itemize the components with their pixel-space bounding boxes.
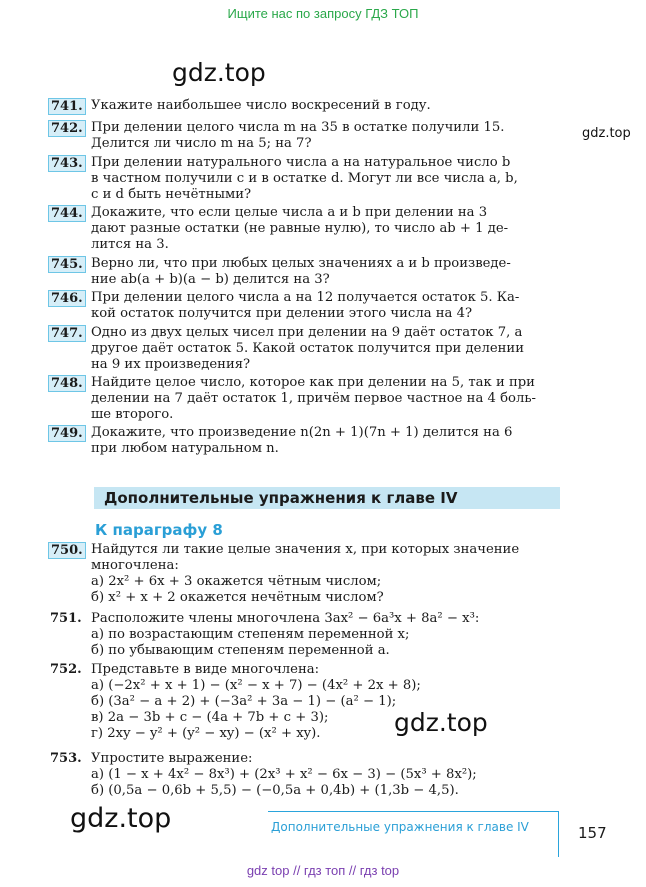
problem-number: 744. bbox=[48, 205, 86, 222]
footer-rule bbox=[268, 811, 558, 812]
problem-item: а) 2x² + 6x + 3 окажется чётным числом; bbox=[91, 574, 382, 589]
problem-number: 751. bbox=[50, 611, 82, 626]
problem-item: а) (1 − x + 4x² − 8x³) + (2x³ + x² − 6x − 3) − (5x³ + 8x²); bbox=[91, 767, 477, 782]
problem-number: 745. bbox=[48, 256, 86, 273]
problem-text: При делении целого числа m на 35 в остатке получили 15. bbox=[91, 120, 505, 135]
problem-746 bbox=[48, 290, 560, 322]
problem-text: Укажите наибольшее число воскресений в году. bbox=[91, 98, 431, 113]
problem-text: в частном получили c и в остатке d. Могут ли все числа a, b, bbox=[91, 171, 518, 186]
problem-number: 753. bbox=[50, 751, 82, 766]
problem-748 bbox=[48, 375, 560, 423]
problem-number: 748. bbox=[48, 375, 86, 392]
problem-text: При делении целого числа a на 12 получается остаток 5. Ка- bbox=[91, 290, 520, 305]
problem-number: 742. bbox=[48, 120, 86, 137]
running-footer: Дополнительные упражнения к главе IV bbox=[271, 820, 529, 834]
problem-number: 743. bbox=[48, 155, 86, 172]
bottom-links[interactable]: gdz top // гдз топ // гдз top bbox=[246, 863, 400, 878]
problem-text: Найдите целое число, которое как при делении на 5, так и при bbox=[91, 375, 535, 390]
problem-text: на 9 их произведения? bbox=[91, 357, 251, 372]
page-number: 157 bbox=[578, 824, 607, 842]
top-banner: Ищите нас по запросу ГДЗ ТОП bbox=[227, 6, 419, 21]
problem-text: ние ab(a + b)(a − b) делится на 3? bbox=[91, 272, 330, 287]
problem-747 bbox=[48, 325, 560, 373]
problem-item: в) 2a − 3b + c − (4a + 7b + c + 3); bbox=[91, 710, 329, 725]
problem-text: при любом натуральном n. bbox=[91, 441, 279, 456]
problem-text: При делении натурального числа a на натуральное число b bbox=[91, 155, 511, 170]
problem-text: многочлена: bbox=[91, 558, 179, 573]
problem-item: б) по убывающим степеням переменной a. bbox=[91, 643, 390, 658]
problem-number: 747. bbox=[48, 325, 86, 342]
problem-text: Делится ли число m на 5; на 7? bbox=[91, 136, 312, 151]
watermark: gdz.top bbox=[582, 126, 631, 141]
problem-item: б) (0,5a − 0,6b + 5,5) − (−0,5a + 0,4b) + (1,3b − 4,5). bbox=[91, 783, 459, 798]
footer-rule-vertical bbox=[558, 811, 559, 857]
section-header bbox=[94, 487, 560, 509]
problem-item: а) по возрастающим степеням переменной x; bbox=[91, 627, 410, 642]
problem-item: б) (3a² − a + 2) + (−3a² + 3a − 1) − (a² − 1); bbox=[91, 694, 397, 709]
problem-750 bbox=[48, 542, 560, 606]
problem-text: Докажите, что если целые числа a и b при делении на 3 bbox=[91, 205, 488, 220]
section-title: Дополнительные упражнения к главе IV bbox=[104, 489, 458, 507]
problem-751 bbox=[48, 611, 560, 659]
problem-text: Одно из двух целых чисел при делении на 9 даёт остаток 7, а bbox=[91, 325, 523, 340]
problem-753 bbox=[48, 751, 560, 799]
problem-743 bbox=[48, 155, 560, 203]
problem-item: а) (−2x² + x + 1) − (x² − x + 7) − (4x² + 2x + 8); bbox=[91, 678, 421, 693]
problem-text: c и d быть нечётными? bbox=[91, 187, 252, 202]
watermark: gdz.top bbox=[70, 803, 172, 834]
problem-number: 752. bbox=[50, 662, 82, 677]
problem-text: Представьте в виде многочлена: bbox=[91, 662, 320, 677]
problem-text: Найдутся ли такие целые значения x, при которых значение bbox=[91, 542, 520, 557]
problem-number: 749. bbox=[48, 425, 86, 442]
problem-text: делении на 7 даёт остаток 1, причём первое частное на 4 боль- bbox=[91, 391, 536, 406]
problem-number: 750. bbox=[48, 542, 86, 559]
problem-741 bbox=[48, 98, 560, 114]
problem-752 bbox=[48, 662, 560, 742]
watermark: gdz.top bbox=[172, 58, 266, 87]
problem-text: кой остаток получится при делении этого числа на 4? bbox=[91, 306, 473, 321]
problem-text: лится на 3. bbox=[91, 237, 169, 252]
problem-745 bbox=[48, 256, 560, 288]
problem-item: г) 2xy − y² + (y² − xy) − (x² + xy). bbox=[91, 726, 321, 741]
problem-number: 746. bbox=[48, 290, 86, 307]
sub-heading: К параграфу 8 bbox=[95, 521, 223, 539]
problem-item: б) x² + x + 2 окажется нечётным числом? bbox=[91, 590, 384, 605]
problem-text: ше второго. bbox=[91, 407, 174, 422]
problem-text: другое даёт остаток 5. Какой остаток получится при делении bbox=[91, 341, 525, 356]
watermark: gdz.top bbox=[394, 708, 488, 737]
problem-text: дают разные остатки (не равные нулю), то число ab + 1 де- bbox=[91, 221, 509, 236]
problem-text: Верно ли, что при любых целых значениях a и b произведе- bbox=[91, 256, 511, 271]
problem-text: Расположите члены многочлена 3ax² − 6a³x + 8a² − x³: bbox=[91, 611, 480, 626]
problem-749 bbox=[48, 425, 560, 457]
problem-number: 741. bbox=[48, 98, 86, 115]
problem-text: Докажите, что произведение n(2n + 1)(7n + 1) делится на 6 bbox=[91, 425, 513, 440]
problem-742 bbox=[48, 120, 560, 152]
problem-744 bbox=[48, 205, 560, 253]
problem-text: Упростите выражение: bbox=[91, 751, 253, 766]
